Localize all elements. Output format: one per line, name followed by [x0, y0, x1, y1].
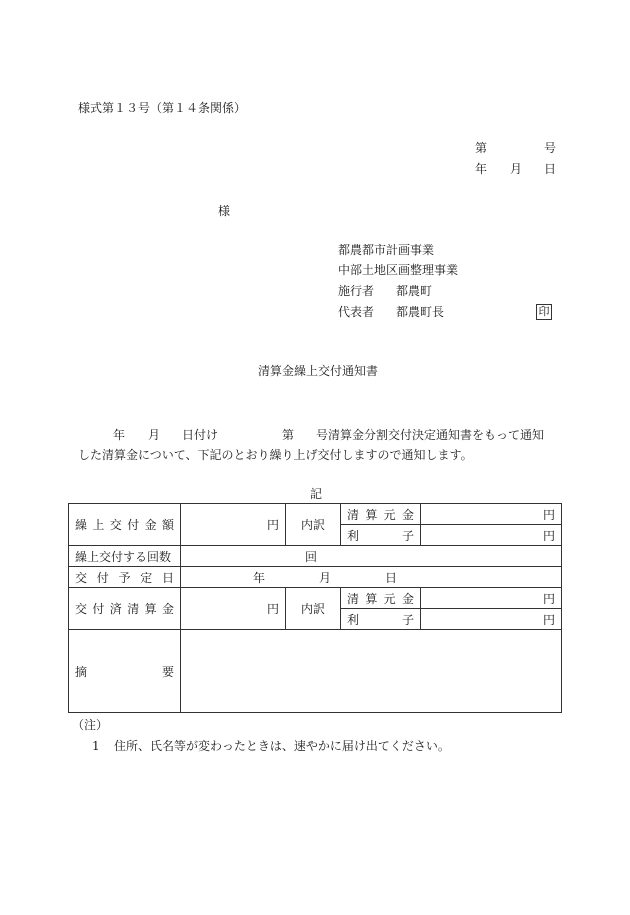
body-line1-rest: 号清算金分割交付決定通知書をもって通知 — [316, 428, 545, 442]
seal-mark: 印 — [536, 304, 552, 320]
paid-settlement-label: 交付済清算金 — [69, 588, 181, 630]
scheduled-date-label: 交付予定日 — [69, 567, 181, 588]
body-no-prefix: 第 — [282, 428, 295, 442]
body-year: 年 — [113, 428, 126, 442]
advance-amount-yen: 円 — [181, 504, 286, 546]
document-title: 清算金繰上交付通知書 — [258, 364, 379, 378]
doc-number-prefix: 第 — [475, 141, 488, 155]
body-line2: した清算金について、下記のとおり繰り上げ交付しますので通知します。 — [78, 448, 473, 462]
advance-count-value: 回 — [181, 546, 562, 567]
paid-interest-label: 利子 — [341, 609, 421, 630]
date-year: 年 — [475, 162, 488, 176]
doc-number-suffix: 号 — [544, 141, 557, 155]
paid-settlement-yen: 円 — [181, 588, 286, 630]
rep-name: 都農町長 — [396, 305, 445, 319]
body-day-ref: 日付け — [182, 428, 219, 442]
advance-count-label: 繰上交付する回数 — [69, 546, 181, 567]
advance-amount-label: 繰上交付金額 — [69, 504, 181, 546]
notes-header: （注） — [72, 718, 109, 732]
paid-breakdown-label: 内訳 — [286, 588, 341, 630]
issuer-line2: 中部土地区画整理事業 — [338, 263, 459, 277]
form-number: 様式第１３号（第１４条関係） — [78, 101, 247, 115]
executor-name: 都農町 — [396, 284, 433, 298]
ki-label: 記 — [310, 487, 323, 501]
settlement-table — [68, 503, 562, 713]
advance-breakdown-label: 内訳 — [286, 504, 341, 546]
note-1-text: 住所、氏名等が変わったときは、速やかに届け出てください。 — [114, 739, 450, 753]
paid-principal-yen: 円 — [421, 588, 562, 609]
date-month: 月 — [510, 162, 523, 176]
note-1-number: 1 — [92, 739, 100, 753]
advance-principal-label: 清算元金 — [341, 504, 421, 525]
body-month: 月 — [148, 428, 161, 442]
rep-label: 代表者 — [338, 305, 375, 319]
remarks-value — [181, 630, 562, 713]
advance-interest-label: 利子 — [341, 525, 421, 546]
paid-principal-label: 清算元金 — [341, 588, 421, 609]
paid-interest-yen: 円 — [421, 609, 562, 630]
advance-interest-yen: 円 — [421, 525, 562, 546]
advance-principal-yen: 円 — [421, 504, 562, 525]
executor-label: 施行者 — [338, 284, 375, 298]
scheduled-date-value: 年 月 日 — [181, 567, 562, 588]
issuer-line1: 都農都市計画事業 — [338, 243, 435, 257]
addressee: 様 — [218, 204, 231, 218]
date-day: 日 — [544, 162, 557, 176]
remarks-label: 摘要 — [69, 630, 181, 713]
